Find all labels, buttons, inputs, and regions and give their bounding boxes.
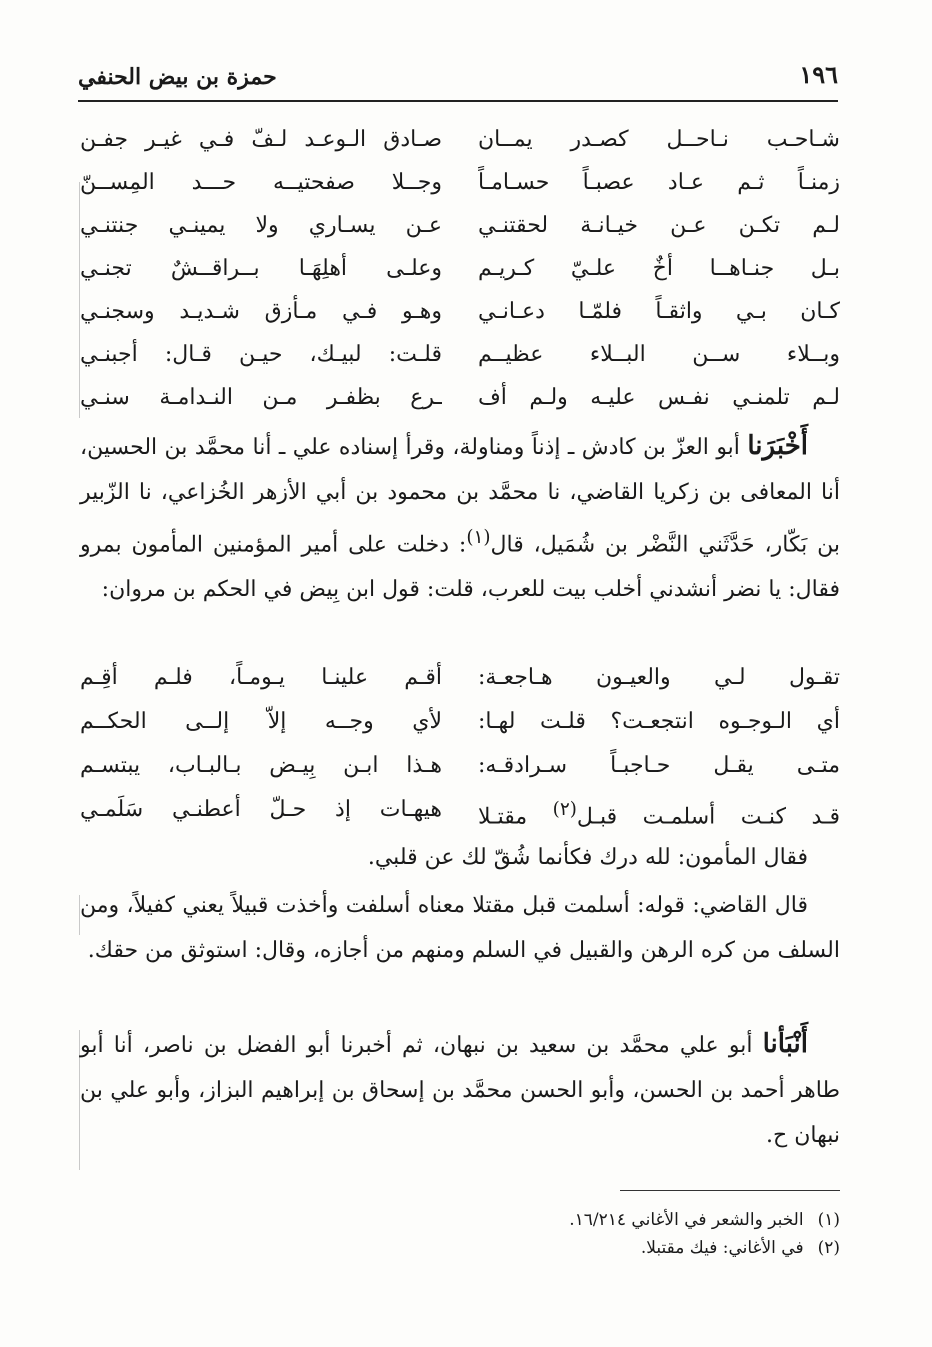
paragraph-qadi: قال القاضي: قوله: أسلمت قبل مقتلا معناه أسلفت وأخذت قبيلاً يعني كفيلاً، ومن السلف من كره الرهن والقبيل في السلم ومنهم من أجازه، وقال: استوثق من حقك. <box>80 893 840 963</box>
footnote <box>100 1234 840 1262</box>
paragraph-text: : دخلت على أمير المؤمنين المأمون بمرو فقال: يا نضر أنشدني أخلب بيت للعرب، قلت: قول ابن بِيض في الحكم بن مروان: <box>80 532 840 603</box>
verse-second-hemistich: لأي وجــه إلاّ إلــى الحكــم <box>80 709 442 734</box>
verse-second-hemistich: هـذا ابـن بِيـض بـالبـاب، يبتسـم <box>80 753 442 778</box>
verse-first-hemistich: زمنـاً ثـم عـاد عصبـاً حسـامـاً <box>478 170 840 195</box>
verse-first-hemistich: متـى يقـل حـاجبـاً سـرادقـه: <box>478 753 840 778</box>
verse-line <box>80 204 840 247</box>
verse-second-hemistich: وجــلا صفحتيــه حـــد المِســنّ <box>80 170 442 195</box>
verse-line <box>80 118 840 161</box>
poem-block-1 <box>80 118 840 419</box>
narration-keyword: أَخْبَرَنا <box>747 431 808 461</box>
hemistich-text: قـد كنـت أسلمـت قبـل <box>576 804 840 830</box>
poem-block-2 <box>80 656 840 832</box>
verse-second-hemistich: ـرع بظفـر مـن النـدامـة سنـي <box>80 385 442 410</box>
verse-first-hemistich: شـاحـب نـاحــل كصـدر يمــان <box>478 127 840 152</box>
page-header <box>78 58 838 102</box>
verse-line <box>80 656 840 700</box>
page-number: ١٩٦ <box>799 60 838 89</box>
verse-line <box>80 247 840 290</box>
footnote <box>100 1206 840 1234</box>
footnote-mark: (٢) <box>817 1238 840 1258</box>
footnote-reference: (١) <box>466 527 491 548</box>
footnote-reference: (٢) <box>552 799 577 820</box>
paragraph-text: أبو العزّ بن كادش ـ إذناً ومناولة، وقرأ إسناده علي ـ أنا محمَّد بن الحسين، أنا المعافى بن زكريا القاضي، نا محمَّد بن محمود بن أبي الأزهر الخُزاعي، نا الزّبير بن بَكّار، حَدَّثَني النَّضْر بن شُمَيل، قال <box>80 435 840 558</box>
verse-line <box>80 700 840 744</box>
verse-second-hemistich: قلـت: لبيـك، حيـن قـال: أجبنـي <box>80 342 442 367</box>
narration-keyword: أَنْبَأنا <box>762 1029 808 1059</box>
running-title: حمزة بن بيض الحنفي <box>78 64 277 90</box>
verse-line <box>80 161 840 204</box>
verse-line <box>80 744 840 788</box>
verse-second-hemistich: وهـو فـي مـأزق شـديـد وسجنـي <box>80 299 442 324</box>
verse-first-hemistich: لـم تكـن عـن خيـانـة لحقتنـي <box>478 213 840 238</box>
verse-second-hemistich: هيهـات إذ حـلّ أعطنـي سَلَمـي <box>80 797 442 822</box>
verse-first-hemistich: أي الـوجـوه انتجعـت؟ قلـت لهـا: <box>478 709 840 734</box>
paragraph-text: أبو علي محمَّد بن سعيد بن نبهان، ثم أخبرنا أبو الفضل بن ناصر، أنا أبو طاهر أحمد بن الحسن، وأبو الحسن محمَّد بن إسحاق بن إبراهيم البزاز، وأبو علي بن نبهان ح. <box>80 1033 840 1148</box>
verse-first-hemistich: لـم تلمنـي نفـس عليـه ولـم أف <box>478 385 840 410</box>
paragraph-mamun: فقال المأمون: لله درك فكأنما شُقّ لك عن قلبي. <box>367 845 808 870</box>
isnad-paragraph-2 <box>80 1022 840 1158</box>
verse-first-hemistich: وبــلاء ســن البــلاء عظيــم <box>478 342 840 367</box>
footnote-text: الخبر والشعر في الأغاني ١٦/٢١٤. <box>569 1210 804 1230</box>
footnotes <box>100 1206 840 1262</box>
verse-second-hemistich: وعلـى أهلِهَـا بــراقــشٌ تجنـي <box>80 256 442 281</box>
hemistich-text: مقتـلا <box>478 804 553 830</box>
footnote-text: في الأغاني: فيك مقتبلا. <box>640 1238 804 1258</box>
verse-first-hemistich <box>478 788 840 839</box>
verse-line <box>80 333 840 376</box>
verse-line <box>80 290 840 333</box>
verse-second-hemistich: أقـم علينـا يـومـاً، فلـم أقِـم <box>80 665 442 690</box>
verse-line <box>80 376 840 419</box>
footnote-mark: (١) <box>817 1210 840 1230</box>
verse-second-hemistich: عـن يسـاري ولا يمينـي جنتنـي <box>80 213 442 238</box>
verse-line <box>80 788 840 832</box>
footnote-separator <box>620 1190 840 1191</box>
isnad-paragraph-1 <box>80 424 840 612</box>
verse-second-hemistich: صـادق الـوعـد لـفّ فـي غيـر جفـن <box>80 127 442 152</box>
verse-first-hemistich: بـل جنـاهــا أخٌ علـيّ كـريـم <box>478 256 840 281</box>
verse-first-hemistich: كـان بـي واثقـاً فلمّـا دعـانـي <box>478 299 840 324</box>
verse-first-hemistich: تقـول لـي والعيـون هـاجعـة: <box>478 665 840 690</box>
